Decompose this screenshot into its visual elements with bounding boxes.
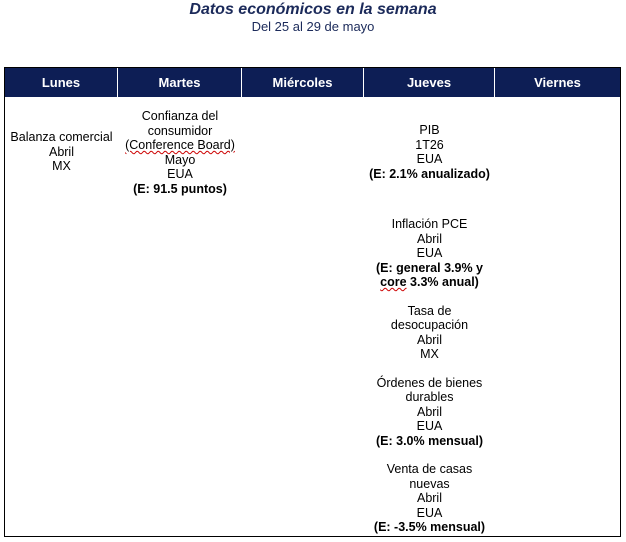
event-period: Abril: [48, 144, 74, 159]
header-miercoles: Miércoles: [242, 68, 364, 97]
event-period: Abril: [416, 332, 442, 347]
event-name-line3: (Conference Board): [125, 138, 235, 152]
event-period: Abril: [416, 491, 442, 505]
event-venta-casas-nuevas: [364, 462, 495, 535]
event-estimate: (E: -3.5% mensual): [373, 520, 486, 534]
event-name-line2: durables: [405, 390, 454, 404]
event-country: EUA: [416, 246, 443, 260]
event-inflacion-pce: [364, 217, 495, 290]
event-confianza-consumidor: [118, 109, 242, 196]
event-estimate-line2: [364, 275, 495, 290]
event-period: 1T26: [415, 137, 444, 152]
event-balanza-comercial: [5, 130, 118, 174]
calendar-table: [4, 67, 621, 537]
event-name-line1: Confianza del: [141, 109, 219, 123]
event-name: Balanza comercial: [10, 130, 113, 144]
event-estimate: (E: 3.0% mensual): [376, 433, 483, 448]
event-name-line2: consumidor: [147, 123, 213, 138]
event-name-line2: desocupación: [390, 318, 469, 332]
core-word: core: [380, 275, 407, 289]
header-martes: Martes: [118, 68, 242, 97]
event-period: Mayo: [164, 152, 196, 167]
event-country: EUA: [416, 505, 443, 520]
column-martes: [118, 97, 242, 196]
event-name-line2: nuevas: [409, 476, 450, 491]
event-ordenes-bienes-durables: [364, 376, 495, 449]
core-value: 3.3% anual): [406, 275, 479, 289]
event-name-line1: Venta de casas: [386, 462, 473, 476]
page-title: Datos económicos en la semana: [189, 1, 437, 18]
event-estimate: (E: 91.5 puntos): [133, 181, 227, 196]
event-name-line1: Órdenes de bienes: [376, 375, 483, 390]
event-period: Abril: [416, 231, 442, 246]
event-estimate: (E: 2.1% anualizado): [369, 166, 490, 181]
column-jueves: [364, 97, 495, 535]
event-country: MX: [420, 347, 439, 361]
event-name-line1: Tasa de: [407, 303, 452, 318]
header-jueves: Jueves: [364, 68, 495, 97]
event-country: EUA: [416, 419, 443, 433]
event-estimate-line1: (E: general 3.9% y: [376, 260, 483, 275]
event-period: Abril: [416, 404, 442, 419]
column-lunes: [5, 97, 118, 174]
page-subtitle: Del 25 al 29 de mayo: [251, 19, 375, 34]
event-pib: [364, 123, 495, 181]
event-country: EUA: [167, 167, 193, 181]
event-name: PIB: [419, 123, 440, 137]
event-country: EUA: [416, 152, 443, 166]
event-tasa-desocupacion: [364, 304, 495, 362]
event-name: Inflación PCE: [391, 217, 468, 231]
event-country: MX: [52, 159, 71, 173]
table-header: [5, 68, 620, 97]
header-viernes: Viernes: [534, 75, 581, 90]
header-lunes: Lunes: [5, 68, 118, 97]
